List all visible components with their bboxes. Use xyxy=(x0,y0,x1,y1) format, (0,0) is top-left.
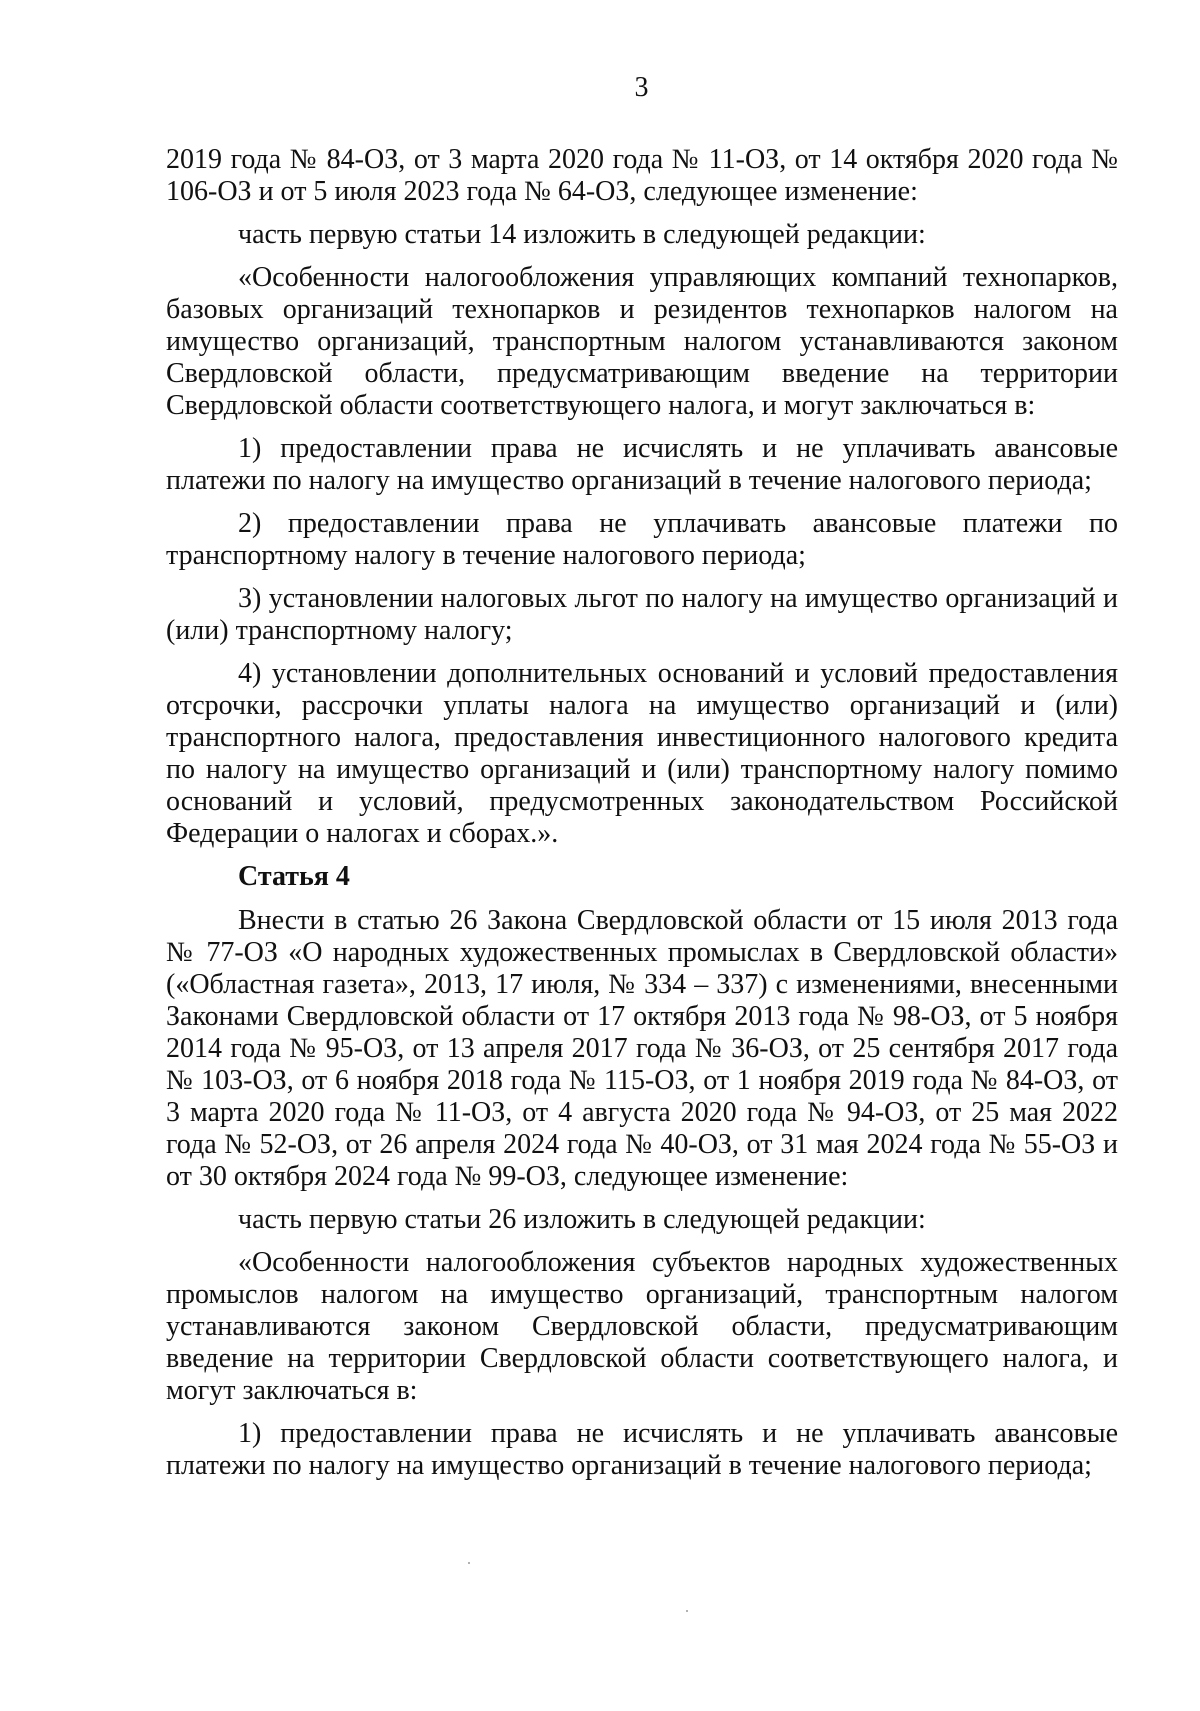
paragraph-instruction: часть первую статьи 14 изложить в следующей редакции: xyxy=(238,219,926,250)
article-heading: Статья 4 xyxy=(238,861,350,892)
paragraph-amendment: Внести в статью 26 Закона Свердловской области от 15 июля 2013 года № 77-ОЗ «О народных художественных промыслах в Свердловской области» («Областная газета», 2013, 17 июля, № 334 – 337) с изменениями, внесенными Законами Свердловской области от 17 октября 2013 года № 98-ОЗ, от 5 ноября 2014 года № 95-ОЗ, от 13 апреля 2017 года № 36-ОЗ, от 25 сентября 2017 года № 103-ОЗ, от 6 ноября 2018 года № 115-ОЗ, от 1 ноября 2019 года № 84-ОЗ, от 3 марта 2020 года № 11-ОЗ, от 4 августа 2020 года № 94-ОЗ, от 25 мая 2022 года № 52-ОЗ, от 26 апреля 2024 года № 40-ОЗ, от 31 мая 2024 года № 55-ОЗ и от 30 октября 2024 года № 99-ОЗ, следующее изменение: xyxy=(166,905,1118,1192)
list-item-2: 2) предоставлении права не уплачивать авансовые платежи по транспортному налогу в течение налогового периода; xyxy=(166,508,1118,571)
paragraph-quoted-text: «Особенности налогообложения управляющих компаний технопарков, базовых организаций технопарков и резидентов технопарков налогом на имущество организаций, транспортным налогом устанавливаются законом Свердловской области, предусматривающим введение на территории Свердловской области соответствующего налога, и могут заключаться в: xyxy=(166,262,1118,421)
paragraph-quoted-text: «Особенности налогообложения субъектов народных художественных промыслов налогом на имущество организаций, транспортным налогом устанавливаются законом Свердловской области, предусматривающим введение на территории Свердловской области соответствующего налога, и могут заключаться в: xyxy=(166,1247,1118,1406)
paragraph-instruction: часть первую статьи 26 изложить в следующей редакции: xyxy=(238,1204,926,1235)
list-item-1: 1) предоставлении права не исчислять и не уплачивать авансовые платежи по налогу на имущество организаций в течение налогового периода; xyxy=(166,433,1118,496)
list-item-1: 1) предоставлении права не исчислять и не уплачивать авансовые платежи по налогу на имущество организаций в течение налогового периода; xyxy=(166,1418,1118,1481)
document-body xyxy=(166,144,1118,1493)
scan-speck xyxy=(686,1610,688,1612)
list-item-3: 3) установлении налоговых льгот по налогу на имущество организаций и (или) транспортному налогу; xyxy=(166,583,1118,646)
scan-speck xyxy=(468,1562,470,1564)
page-number: 3 xyxy=(634,72,649,103)
paragraph-continuation: 2019 года № 84-ОЗ, от 3 марта 2020 года № 11-ОЗ, от 14 октября 2020 года № 106-ОЗ и от 5 июля 2023 года № 64-ОЗ, следующее изменение: xyxy=(166,144,1118,207)
list-item-4: 4) установлении дополнительных оснований и условий предоставления отсрочки, рассрочки уплаты налога на имущество организаций и (или) транспортного налога, предоставления инвестиционного налогового кредита по налогу на имущество организаций и (или) транспортному налогу помимо оснований и условий, предусмотренных законодательством Российской Федерации о налогах и сборах.». xyxy=(166,658,1118,849)
